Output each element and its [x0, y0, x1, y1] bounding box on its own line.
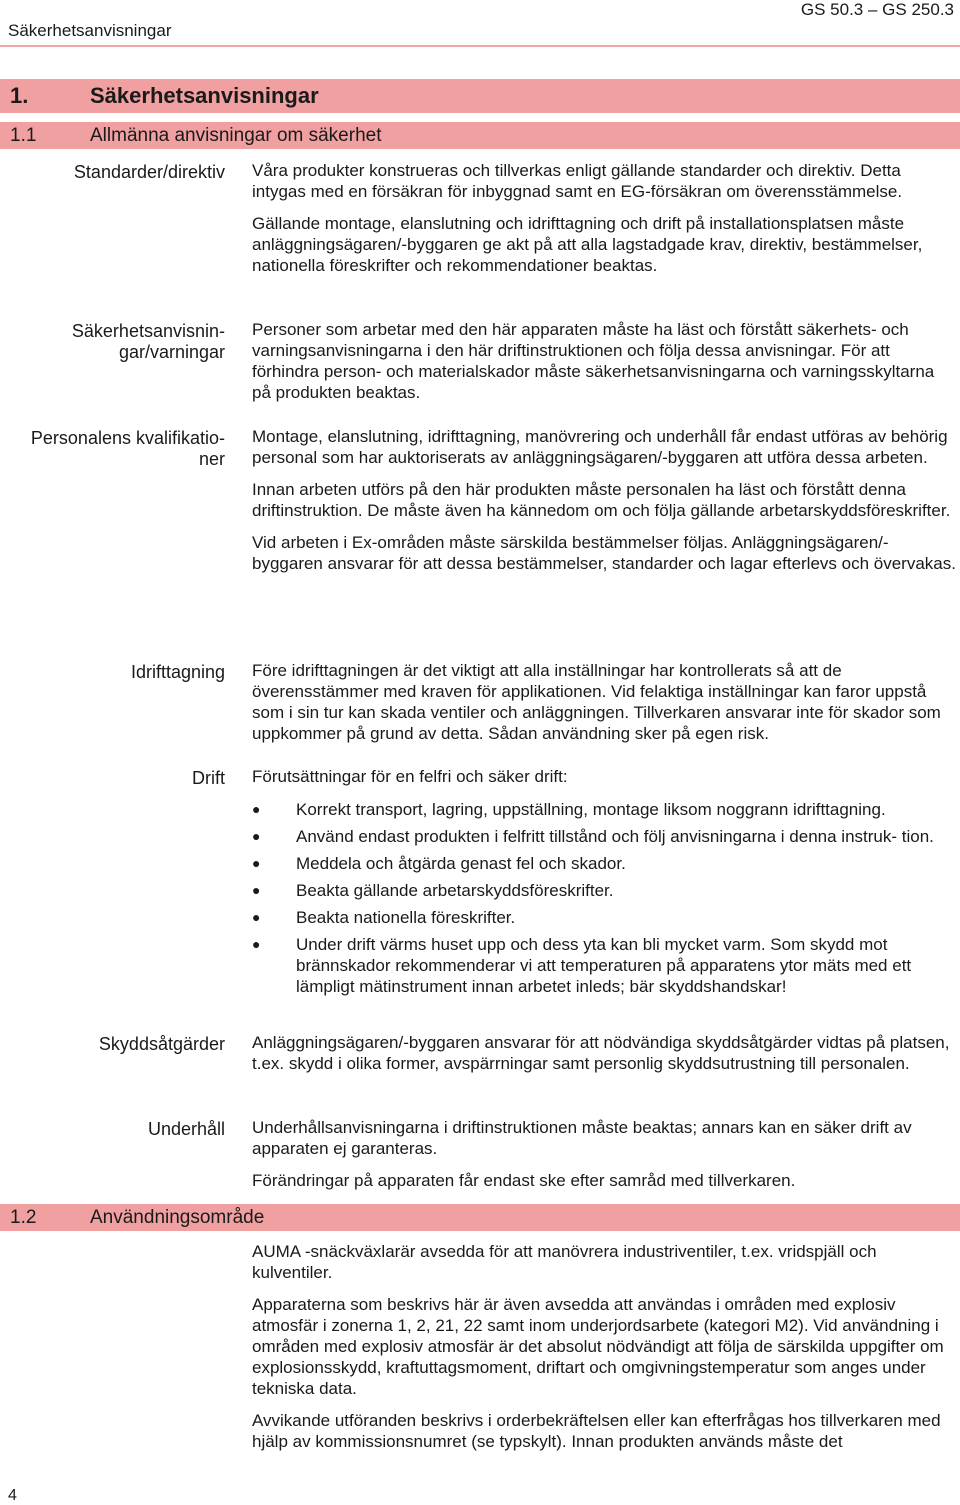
side-label-line: gar/varningar [118, 342, 225, 362]
side-label-operation: Drift [192, 768, 225, 788]
operation-bullet-list [252, 799, 957, 997]
side-label-safety [0, 321, 225, 363]
section-title: Allmänna anvisningar om säkerhet [90, 125, 382, 146]
header-doc-title: Säkerhetsanvisningar [8, 21, 172, 40]
header-model: GS 50.3 – GS 250.3 [800, 0, 954, 19]
personnel-paragraph-3: Vid arbeten i Ex-områden måste särskilda bestämmelser följas. Anläggningsägaren/-byggaren ansvarar för att dessa bestämmelser, standarder och lagar efterlevs och övervakas. [252, 533, 956, 573]
side-label-commissioning: Idrifttagning [130, 662, 225, 682]
section-number: 1.2 [10, 1207, 37, 1228]
page-number: 4 [8, 1487, 17, 1504]
maintenance-text [252, 1117, 957, 1191]
side-label-line: Säkerhetsanvisnin- [71, 321, 225, 341]
safety-text [252, 319, 957, 403]
operation-intro: Förutsättningar för en felfri och säker drift: [252, 767, 568, 786]
protection-text [252, 1032, 957, 1074]
bullet-icon: ● [252, 909, 261, 925]
list-item: ● Under drift värms huset upp och dess yta kan bli mycket varm. Som skydd mot brännskador rekommenderar vi att temperaturen på apparatens ytor mäts med ett lämpligt mätinstrument innan arbetet inleds; bär skyddshandskar! [252, 935, 912, 996]
section-number: 1. [10, 83, 29, 108]
personnel-paragraph-1: Montage, elanslutning, idrifttagning, manövrering och underhåll får endast utföras av behörig personal som har auktoriserats av anläggningsägaren/-byggaren att utföra dessa arbeten. [252, 427, 948, 467]
list-item: ● Beakta nationella föreskrifter. [252, 908, 516, 927]
list-item: ● Meddela och åtgärda genast fel och skador. [252, 854, 626, 873]
commissioning-text [252, 660, 957, 744]
standards-paragraph-1: Våra produkter konstrueras och tillverkas enligt gällande standarder och direktiv. Detta intygas med en försäkran för inbyggnad samt en EG-försäkran om överensstämmelse. [252, 161, 903, 201]
list-item: ● Använd endast produkten i felfritt tillstånd och följ anvisningarna i denna instruk- tion. [252, 827, 934, 846]
side-label-maintenance: Underhåll [147, 1119, 225, 1139]
bullet-icon: ● [252, 828, 261, 844]
list-item: ● Beakta gällande arbetarskyddsföreskrifter. [252, 881, 614, 900]
standards-text [252, 160, 957, 276]
commissioning-paragraph-1: Före idrifttagningen är det viktigt att alla inställningar har kontrollerats så att de överensstämmer med kraven för applikationen. Vid felaktiga inställningar kan faror uppstå som i sin tur kan skada ventiler och anläggningen. Tillverkaren ansvarar inte för skador som uppkommer på grund av detta. Sådan användning sker på egen risk. [252, 661, 941, 743]
side-label-protection: Skyddsåtgärder [98, 1034, 225, 1054]
personnel-text [252, 426, 957, 574]
section-1-1-heading [0, 122, 960, 149]
standards-paragraph-2: Gällande montage, elanslutning och idrifttagning och drift på installationsplatsen måste anläggningsägaren/-byggaren ge akt på att alla lagstadgade krav, direktiv, bestämmelser, nationella föreskrifter och rekommendationer beaktas. [252, 214, 923, 275]
usage-paragraph-3: Avvikande utföranden beskrivs i orderbekräftelsen eller kan efterfrågas hos tillverkaren med hjälp av kommissionsnumret (se typskylt). Innan produkten används måste det [252, 1411, 941, 1451]
side-label-standards: Standarder/direktiv [73, 162, 225, 182]
maintenance-paragraph-2: Förändringar på apparaten får endast ske efter samråd med tillverkaren. [252, 1171, 796, 1190]
side-label-line: ner [198, 449, 225, 469]
bullet-icon: ● [252, 882, 261, 898]
section-number: 1.1 [10, 125, 37, 146]
protection-paragraph-1: Anläggningsägaren/-byggaren ansvarar för att nödvändiga skyddsåtgärder vidtas på platsen, t.ex. skydd i olika former, avspärrningar samt personlig skyddsutrustning till personalen. [252, 1033, 950, 1073]
section-title: Säkerhetsanvisningar [90, 83, 319, 108]
side-label-personnel [0, 428, 225, 470]
side-label-line: Personalens kvalifikatio- [30, 428, 225, 448]
section-title: Användningsområde [90, 1207, 265, 1228]
usage-paragraph-1: AUMA -snäckväxlarär avsedda för att manövrera industriventiler, t.ex. vridspjäll och kulventiler. [252, 1242, 877, 1282]
section-1-2-heading [0, 1204, 960, 1231]
safety-paragraph-1: Personer som arbetar med den här apparaten måste ha läst och förstått säkerhets- och varningsanvisningarna i den här driftinstruktionen och följa dessa anvisningar. För att förhindra person- och materialskador måste säkerhetsanvisningarna och varningsskyltarna på produkten beaktas. [252, 320, 935, 402]
usage-text [252, 1241, 957, 1452]
bullet-icon: ● [252, 936, 261, 952]
bullet-icon: ● [252, 801, 261, 817]
list-item: ● Korrekt transport, lagring, uppställning, montage liksom noggrann idrifttagning. [252, 800, 886, 819]
bullet-icon: ● [252, 855, 261, 871]
usage-paragraph-2: Apparaterna som beskrivs här är även avsedda att användas i områden med explosiv atmosfär i zonerna 1, 2, 21, 22 samt inom underjordsarbete (kategori M2). Vid användning i områden med explosiv atmosfär är det absolut nödvändigt att följa de särskilda uppgifter om explosionsskydd, kraftuttagsmoment, driftart och omgivningstemperatur som anges under tekniska data. [252, 1295, 944, 1398]
maintenance-paragraph-1: Underhållsanvisningarna i driftinstruktionen måste beaktas; annars kan en säker drift av apparaten ej garanteras. [252, 1118, 912, 1158]
section-1-heading [0, 79, 960, 113]
header-rule [0, 45, 960, 47]
personnel-paragraph-2: Innan arbeten utförs på den här produkten måste personalen ha läst och förstått denna driftinstruktion. De måste även ha kännedom om och följa gällande arbetarskyddsföreskrifter. [252, 480, 951, 520]
